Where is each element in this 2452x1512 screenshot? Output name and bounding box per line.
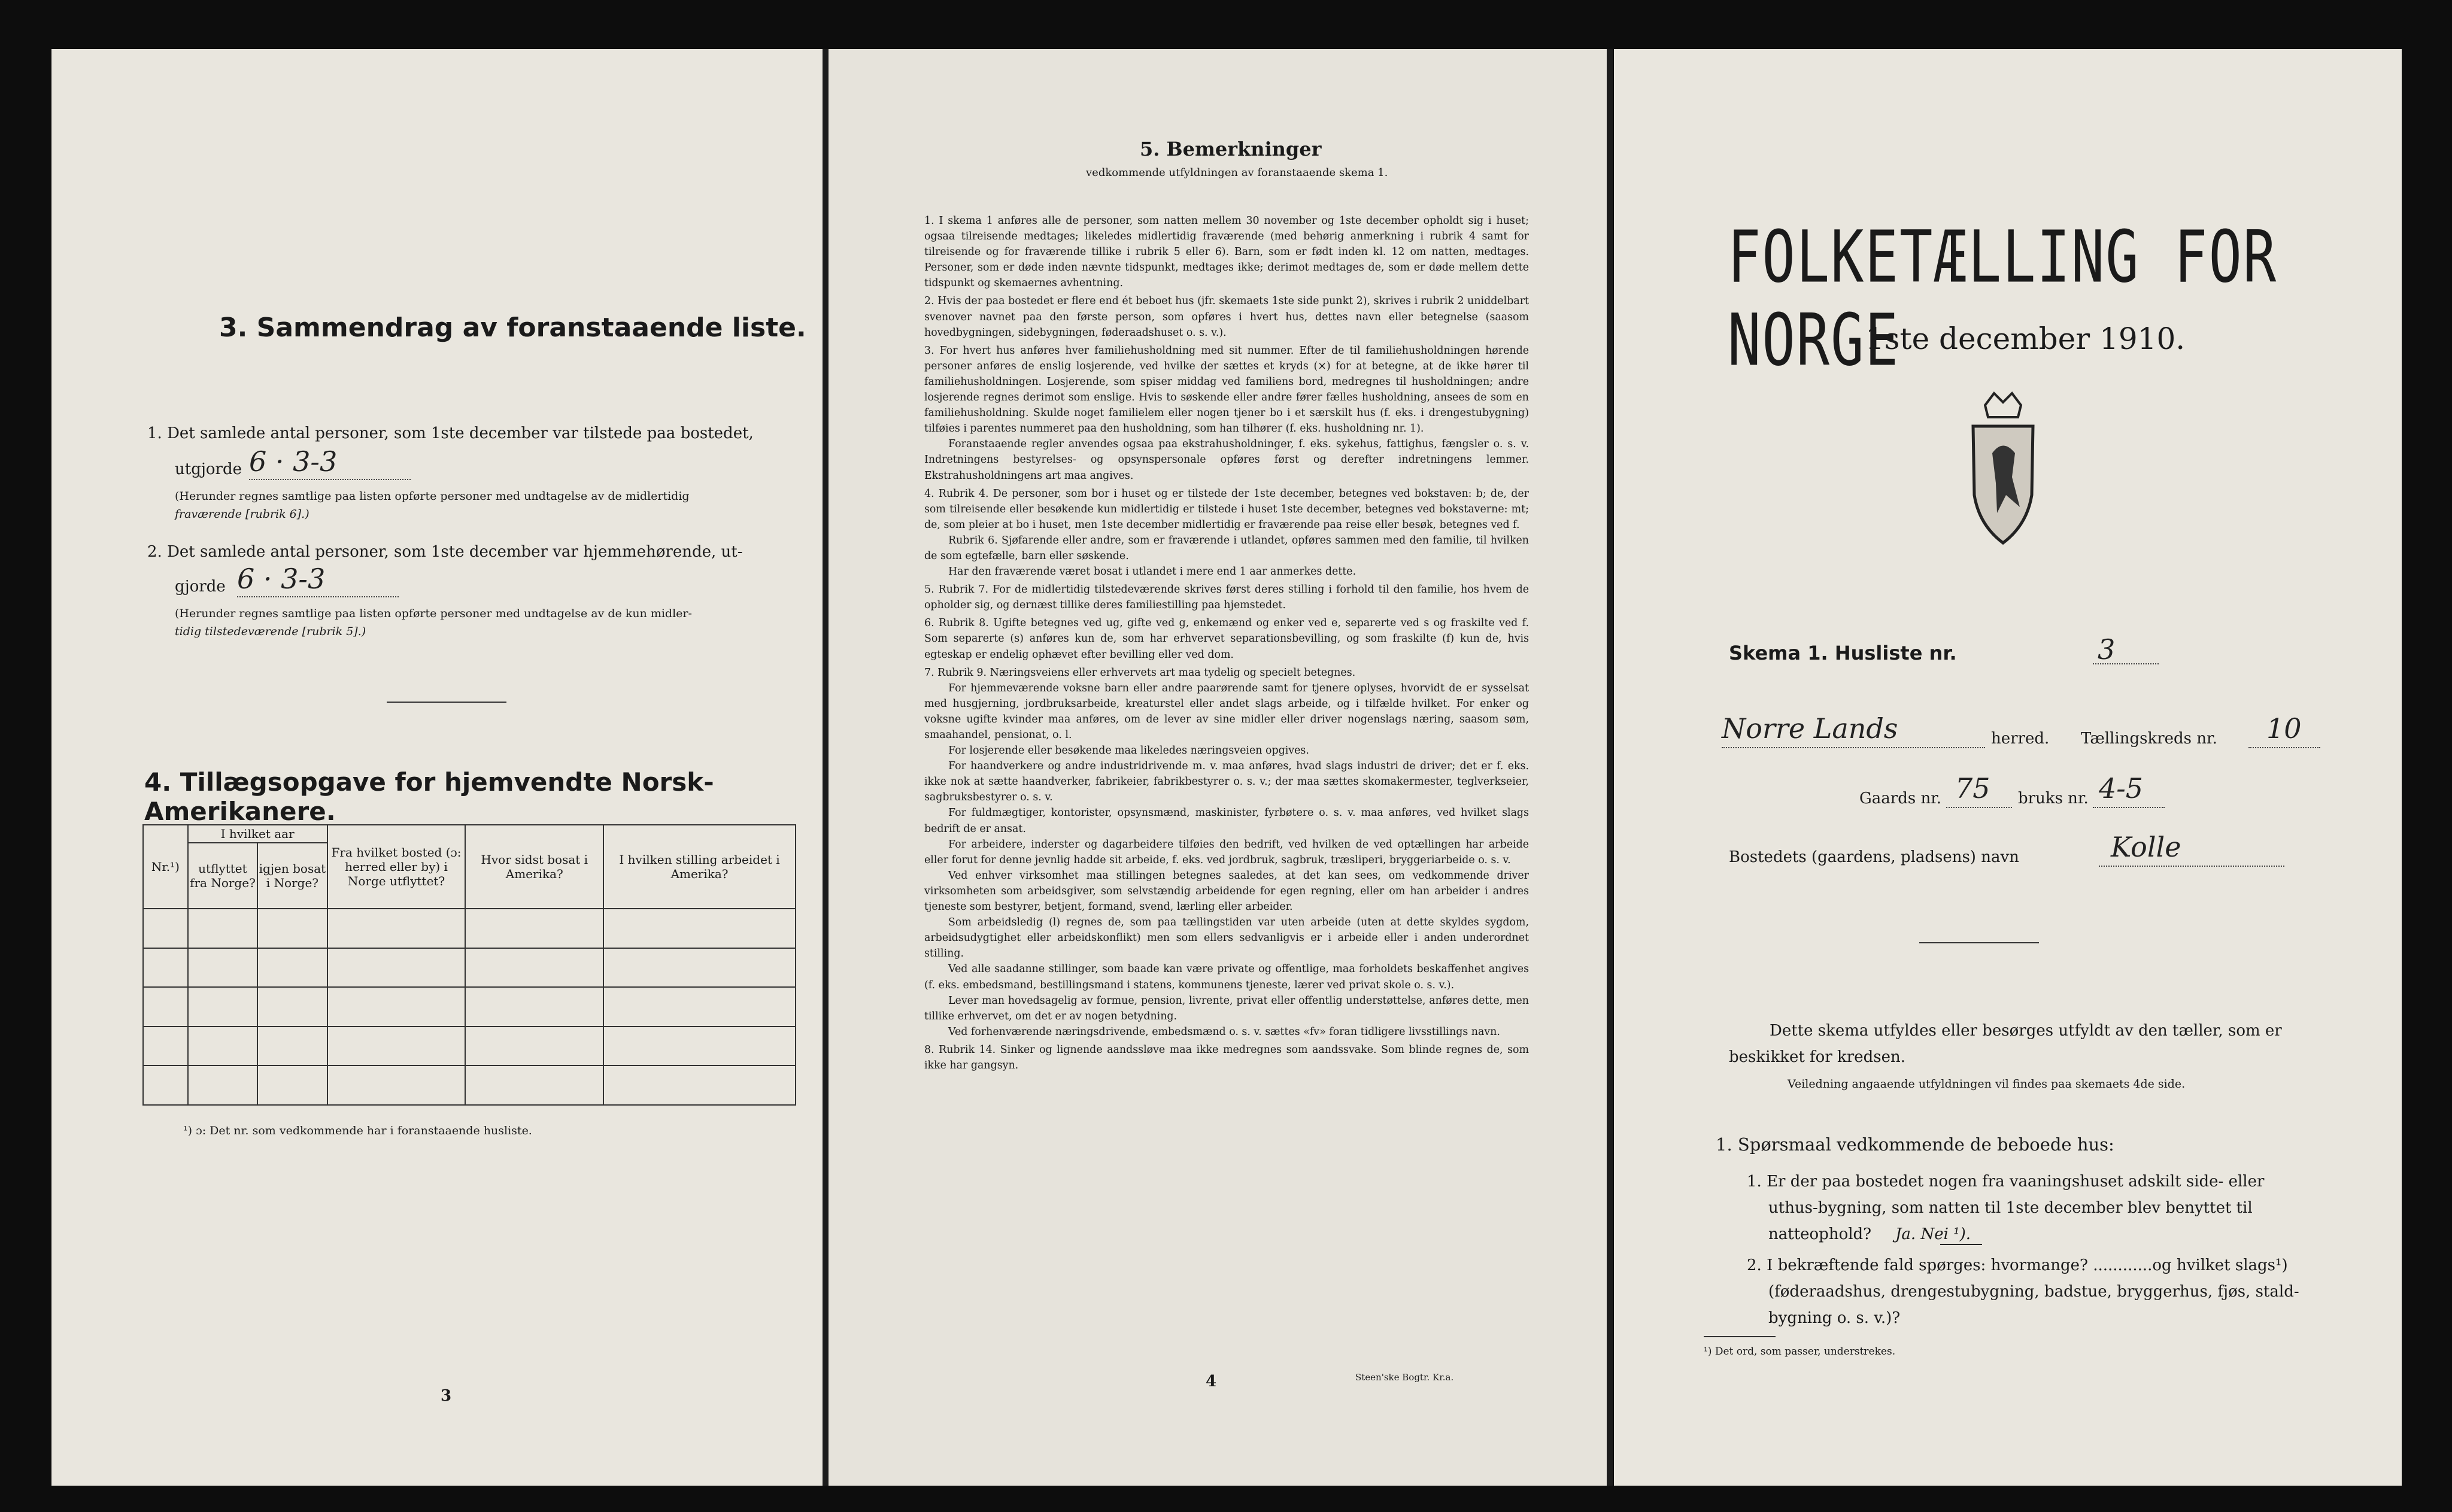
col-hvilket-aar: I hvilket aar: [188, 825, 327, 843]
norsk-amerikanere-table: [142, 824, 796, 1106]
summary-item-1-handwriting: 6 · 3-3: [249, 445, 338, 478]
census-date: 1ste december 1910.: [1865, 321, 2186, 356]
bemerkning-paragraph: For hjemmeværende voksne barn eller andre paarørende samt for tjenere oplyses, hvorvidt de er sysselsat med husgjerning, jordbruksarbeide, kreaturstel eller andet slags arbeide, og i tilfælde hvilket. For enker og voksne ugifte kvinder maa anføres, om de lever av sine midler eller driver nogenslags næring, saasom søm, smaahandel, pensionat, o. l.: [924, 682, 1529, 741]
table-row: [143, 1027, 796, 1066]
question-1-2b: (føderaadshus, drengestubygning, badstue, bryggerhus, fjøs, stald-: [1768, 1283, 2299, 1301]
bemerkning-paragraph: Ved alle saadanne stillinger, som baade kan være private og offentlige, maa forholdets beskaffenhet angives (f. eks. embedsmand, bestillingsmand i statens, kommunens tjeneste, lærer ved privat skole o. s. v.).: [924, 963, 1529, 991]
question-1-1a: 1. Er der paa bostedet nogen fra vaaningshuset adskilt side- eller: [1747, 1173, 2265, 1191]
question-1-2a: 2. I bekræftende fald spørges: hvormange? ............og hvilket slags¹): [1747, 1256, 2288, 1274]
intro-text-1: Dette skema utfyldes eller besørges utfyldt av den tæller, som er: [1770, 1022, 2282, 1040]
col-fra-bosted: Fra hvilket bosted (ɔ: herred eller by) i Norge utflyttet?: [327, 825, 466, 909]
bemerkning-paragraph: Foranstaaende regler anvendes ogsaa paa ekstrahusholdninger, f. eks. sykehus, fattighus, fængsler o. s. v. Indretningens bestyrelses- og opsynspersonale opføres først og derefter indretningens lemmer. Ekstrahusholdningens art maa angives.: [924, 438, 1529, 482]
bemerkning-paragraph: Har den fraværende været bosat i utlandet i mere end 1 aar anmerkes dette.: [948, 566, 1357, 578]
answer-underline: [1940, 1244, 1982, 1245]
right-page: [1614, 49, 2402, 1486]
bosted-label: Bostedets (gaardens, pladsens) navn: [1729, 848, 2019, 866]
table-footnote: ¹) ɔ: Det nr. som vedkommende har i foranstaaende husliste.: [183, 1124, 532, 1137]
summary-item-1-note-1: (Herunder regnes samtlige paa listen opførte personer med undtagelse av de midlertidig: [175, 490, 690, 503]
col-utflyttet: utflyttet fra Norge?: [188, 843, 257, 909]
gaards-label: Gaards nr.: [1859, 790, 1942, 807]
bemerkning-paragraph: 7. Rubrik 9. Næringsveiens eller erhvervets art maa tydelig og specielt betegnes.: [924, 666, 1356, 679]
table-row: [143, 909, 796, 948]
question-1-title: 1. Spørsmaal vedkommende de beboede hus:: [1716, 1134, 2114, 1155]
printer-mark: Steen'ske Bogtr. Kr.a.: [1355, 1372, 1454, 1383]
husliste-line: [2093, 663, 2159, 664]
col-igjen: igjen bosat i Norge?: [257, 843, 327, 909]
page-fold: [823, 49, 829, 1486]
page-number: 3: [441, 1387, 452, 1405]
summary-item-1: 1. Det samlede antal personer, som 1ste december var tilstede paa bostedet,: [147, 424, 754, 442]
gaards-nr: 75: [1955, 772, 1990, 804]
bemerkninger-title: 5. Bemerkninger: [1140, 138, 1322, 160]
bemerkning-paragraph: 6. Rubrik 8. Ugifte betegnes ved ug, gifte ved g, enkemænd og enker ved e, separerte ved s og fraskilte ved f. Som separerte (s) anføres kun de, som har erhvervet separationsbevilling, og som fraskilte (f) kun de, hvis egteskap er endelig ophævet efter bevilling eller ved dom.: [924, 617, 1529, 661]
section4-title: 4. Tillægsopgave for hjemvendte Norsk-Amerikanere.: [144, 767, 714, 826]
kreds-nr: 10: [2266, 712, 2302, 745]
intro-text-2: beskikket for kredsen.: [1729, 1048, 1905, 1066]
summary-item-2-handwriting: 6 · 3-3: [237, 563, 326, 595]
bemerkning-paragraph: 1. I skema 1 anføres alle de personer, som natten mellem 30 november og 1ste december opholdt sig i huset; ogsaa tilreisende medtages; likeledes midlertidig fraværende (med behørig anmerkning i rubrik 4 samt for tilreisende og for fraværende tillike i rubrik 5 eller 6). Barn, som er født inden kl. 12 om natten, medtages. Personer, som er døde inden nævnte tidspunkt, medtages ikke; derimot medtages de, som er døde mellem dette tidspunkt og skemaernes avhentning.: [924, 215, 1529, 290]
col-nr: Nr.¹): [143, 825, 188, 909]
question-1-2c: bygning o. s. v.)?: [1768, 1309, 1901, 1327]
norwegian-coat-of-arms-icon: [1961, 387, 2045, 549]
herred-label: herred.: [1991, 730, 2050, 748]
bruks-line: [2093, 807, 2165, 808]
bemerkning-paragraph: Rubrik 6. Sjøfarende eller andre, som er fraværende i utlandet, opføres sammen med den familie, til hvilken de som egtefælle, barn eller søskende.: [924, 534, 1529, 562]
census-title: FOLKETÆLLING FOR NORGE: [1728, 215, 2278, 382]
middle-page: [829, 49, 1607, 1486]
footnote-rule: [1704, 1336, 1776, 1337]
bemerkning-paragraph: For haandverkere og andre industridrivende m. v. maa anføres, hvad slags industri de driver; det er f. eks. ikke nok at sætte haandverker, fabrikeier, fabrikbestyrer o. s. v.; der maa sættes skomakermester, teglverkseier, sagbruksbestyrer o. s. v.: [924, 760, 1529, 804]
kreds-label: Tællingskreds nr.: [2081, 730, 2217, 748]
bemerkninger-subtitle: vedkommende utfyldningen av foranstaaende skema 1.: [1086, 166, 1388, 179]
summary-item-2-line: [237, 596, 399, 597]
question-1-1-answer: Ja. Nei ¹).: [1895, 1225, 1971, 1243]
bosted-handwriting: Kolle: [2111, 831, 2181, 863]
question-1-1c: natteophold?: [1768, 1225, 1872, 1243]
summary-item-1-utgjorde: utgjorde: [175, 460, 242, 478]
summary-item-1-line: [249, 479, 411, 480]
bemerkning-paragraph: Ved forhenværende næringsdrivende, embedsmænd o. s. v. sættes «fv» foran tidligere livsstillings navn.: [948, 1025, 1500, 1038]
bemerkning-paragraph: 2. Hvis der paa bostedet er flere end ét beboet hus (jfr. skemaets 1ste side punkt 2), skrives i rubrik 2 uniddelbart svenover navnet paa den første person, som opføres i hvert hus, dettes navn eller betegnelse (saasom hovedbygningen, sidebygningen, føderaadshuset o. s. v.).: [924, 295, 1529, 339]
summary-item-1-note-2: fraværende [rubrik 6].): [175, 508, 309, 521]
left-page: [51, 49, 824, 1486]
bemerkning-paragraph: 4. Rubrik 4. De personer, som bor i huset og er tilstede der 1ste december, betegnes ved bokstaven: b; de, der som tilreisende eller besøkende kun midlertidig er tilstede i huset 1ste december, betegnes ved bokstaverne: mt; de, som pleier at bo i huset, men 1ste december midlertidig er fraværende paa reise eller besøk, betegnes ved f.: [924, 487, 1529, 531]
bemerkning-paragraph: 3. For hvert hus anføres hver familiehusholdning med sit nummer. Efter de til familiehusholdningen hørende personer anføres de enslig losjerende, ved hvilke der sættes et kryds (×) for at betegne, at de ikke hører til familiehusholdningen. Losjerende, som spiser middag ved familiens bord, medregnes til husholdningen; andre losjerende regnes derimot som enslige. Hvis to søskende eller andre fører fælles husholdning, ansees de som en familiehusholdning. Skulde noget familielem eller nogen tjener bo i et særskilt hus (f. eks. i drengestubygning) tilføies i parentes nummeret paa den husholdning, som han tilhører (f. eks. husholdning nr. 1).: [924, 344, 1529, 435]
skema-label: Skema 1. Husliste nr.: [1729, 642, 1957, 664]
bemerkning-paragraph: 5. Rubrik 7. For de midlertidig tilstedeværende skrives først deres stilling i forhold til den familie, hos hvem de opholder sig, og dernæst tillike deres familiestilling paa hjemstedet.: [924, 584, 1529, 612]
gaards-line: [1946, 807, 2012, 808]
bemerkning-paragraph: 8. Rubrik 14. Sinker og lignende aandssløve maa ikke medregnes som aandssvake. Som blinde regnes de, som ikke har gangsyn.: [924, 1043, 1529, 1071]
bemerkning-paragraph: For losjerende eller besøkende maa likeledes næringsveien opgives.: [948, 745, 1309, 757]
husliste-nr: 3: [2098, 633, 2116, 666]
veiledning-text: Veiledning angaaende utfyldningen vil findes paa skemaets 4de side.: [1788, 1077, 2186, 1091]
question-1-1b: uthus-bygning, som natten til 1ste december blev benyttet til: [1768, 1199, 2253, 1217]
table-row: [143, 987, 796, 1027]
section3-title: 3. Sammendrag av foranstaaende liste.: [219, 312, 806, 343]
right-footnote: ¹) Det ord, som passer, understrekes.: [1704, 1346, 1896, 1358]
summary-item-2: 2. Det samlede antal personer, som 1ste december var hjemmehørende, ut-: [147, 543, 743, 561]
kreds-line: [2248, 747, 2320, 748]
summary-item-2-gjorde: gjorde: [175, 578, 226, 596]
table-row: [143, 1065, 796, 1105]
bemerkning-paragraph: Som arbeidsledig (l) regnes de, som paa tællingstiden var uten arbeide (uten at dette skyldes sygdom, arbeidsudygtighet eller arbeidskonflikt) men som ellers sedvanligvis er i arbeide eller i anden underordnet stilling.: [924, 916, 1529, 960]
bemerkning-paragraph: Ved enhver virksomhet maa stillingen betegnes saaledes, at det kan sees, om vedkommende driver virksomheten som arbeidsgiver, som selvstændig arbeidende for egen regning, eller om han arbeider i andres tjeneste som bestyrer, betjent, formand, svend, lærling eller arbeider.: [924, 869, 1529, 913]
herred-line: [1722, 747, 1985, 748]
divider: [387, 702, 506, 703]
summary-item-2-note-1: (Herunder regnes samtlige paa listen opførte personer med undtagelse av de kun midler-: [175, 607, 692, 620]
herred-handwriting: Norre Lands: [1722, 712, 1898, 745]
bemerkning-paragraph: For fuldmægtiger, kontorister, opsynsmænd, maskinister, fyrbøtere o. s. v. maa anføres, ved hvilket slags bedrift de er ansat.: [924, 807, 1529, 835]
bruks-nr: 4-5: [2099, 772, 2144, 804]
page-fold: [1607, 49, 1613, 1486]
bemerkning-paragraph: Lever man hovedsagelig av formue, pension, livrente, privat eller offentlig understøttelse, anføres dette, men tillike erhvervet, om det er av nogen betydning.: [924, 994, 1529, 1022]
bosted-line: [2099, 866, 2284, 867]
bemerkning-paragraph: For arbeidere, inderster og dagarbeidere tilføies den bedrift, ved hvilken de ved optællingen har arbeide eller forut for denne jevnlig hadde sit arbeide, f. eks. ved jordbruk, sagbruk, træsliperi, bryggeriarbeide o. s. v.: [924, 838, 1529, 866]
col-stilling: I hvilken stilling arbeidet i Amerika?: [603, 825, 796, 909]
col-sidst-bosat: Hvor sidst bosat i Amerika?: [465, 825, 603, 909]
page-number: 4: [1206, 1373, 1217, 1390]
bruks-label: bruks nr.: [2018, 790, 2089, 807]
bemerkninger-body: [924, 211, 1529, 1073]
ornament-divider: [1919, 942, 2039, 943]
summary-item-2-note-2: tidig tilstedeværende [rubrik 5].): [175, 625, 366, 638]
table-row: [143, 948, 796, 988]
